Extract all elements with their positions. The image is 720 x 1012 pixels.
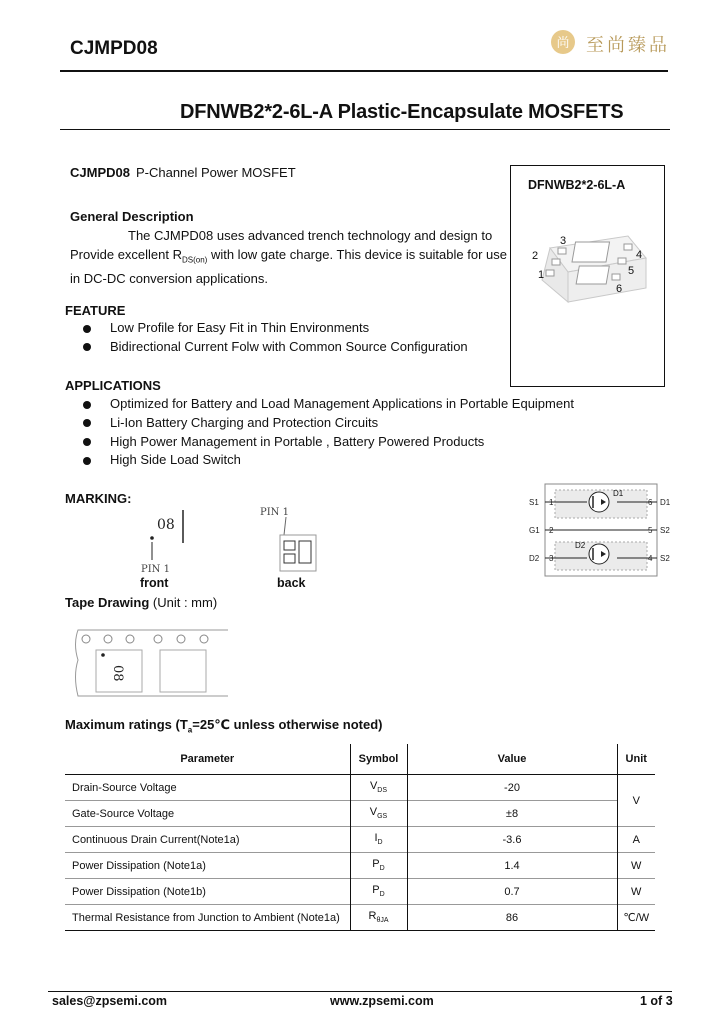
footer-website-link[interactable]: www.zpsemi.com: [330, 994, 434, 1008]
value-cell: -20: [407, 775, 617, 801]
general-description-heading: General Description: [70, 209, 194, 224]
table-row: [65, 879, 655, 905]
feature-item: Bidirectional Current Folw with Common Source Configuration: [65, 338, 468, 357]
table-header-row: [65, 744, 655, 775]
feature-list: [65, 319, 468, 357]
symbol-cell: $P_D$: [350, 853, 407, 879]
footer-email-link[interactable]: sales@zpsemi.com: [52, 994, 168, 1008]
desc-line-1: The CJMPD08 uses advanced trench technology and design to: [128, 228, 493, 243]
subtitle-part: CJMPD08: [70, 165, 130, 180]
symbol-cell: $V_{DS}$: [350, 775, 407, 801]
applications-list: [65, 395, 574, 470]
schematic-left-pin: D2: [529, 554, 540, 563]
unit-cell-voltage: V: [617, 775, 655, 827]
schematic-right-pin: S2: [660, 526, 670, 535]
col-header-parameter: Parameter: [65, 744, 350, 775]
schematic-left-pin: S1: [529, 498, 539, 507]
footer-divider: [48, 991, 672, 992]
table-row: [65, 801, 655, 827]
symbol-cell: $V_{GS}$: [350, 801, 407, 827]
symbol-cell: $I_D$: [350, 827, 407, 853]
package-title: DFNWB2*2-6L-A: [528, 178, 626, 192]
desc-line-2: Provide excellent $R_{DS(on)}$ with low gate charge. This device is suitable for use: [70, 246, 507, 265]
unit-cell: A: [617, 827, 655, 853]
package-drawing: [528, 228, 653, 318]
max-ratings-table: [65, 744, 655, 931]
logo-text: 至尚臻品: [586, 35, 670, 56]
pkg-pin-1: 1: [538, 269, 545, 281]
schematic-right-pin: S2: [660, 554, 670, 563]
table-row: [65, 775, 655, 801]
marking-pin-label-back: PIN 1: [260, 507, 289, 518]
marking-front-drawing: [135, 500, 195, 575]
title-divider: [60, 129, 670, 130]
device-subtitle: [70, 165, 296, 180]
col-header-symbol: Symbol: [350, 744, 407, 775]
param-cell: Thermal Resistance from Junction to Ambient (Note1a): [65, 905, 350, 931]
table-row: [65, 827, 655, 853]
marking-back-label: back: [277, 576, 306, 590]
schematic-d1: D1: [613, 489, 624, 498]
table-row: [65, 905, 655, 931]
value-cell: 1.4: [407, 853, 617, 879]
symbol-cell: $R_{\theta JA}$: [350, 905, 407, 931]
pkg-pin-4: 4: [636, 249, 643, 261]
application-item: Li-Ion Battery Charging and Protection Circuits: [65, 414, 574, 433]
pkg-pin-2: 2: [532, 250, 539, 262]
tape-code: 08: [110, 665, 125, 682]
value-cell: -3.6: [407, 827, 617, 853]
marking-back-drawing: [256, 503, 326, 575]
applications-heading: APPLICATIONS: [65, 378, 161, 393]
param-cell: Drain-Source Voltage: [72, 781, 177, 794]
schematic-left-num: 2: [549, 526, 554, 535]
unit-cell: ℃/W: [617, 905, 655, 931]
logo-icon: [548, 28, 588, 58]
tape-drawing-label: Tape Drawing (Unit : mm): [65, 595, 218, 610]
param-cell: Continuous Drain Current(Note1a): [65, 827, 350, 853]
application-item: Optimized for Battery and Load Management Applications in Portable Equipment: [65, 395, 574, 414]
schematic-right-num: 5: [648, 526, 653, 535]
schematic-right-num: 6: [648, 498, 653, 507]
symbol-cell: $P_D$: [350, 879, 407, 905]
param-cell: Gate-Source Voltage: [65, 801, 350, 827]
param-cell: Power Dissipation (Note1b): [65, 879, 350, 905]
schematic-left-num: 1: [549, 498, 554, 507]
value-cell: ±8: [407, 801, 617, 827]
application-item: High Power Management in Portable , Battery Powered Products: [65, 433, 574, 452]
marking-front-label: front: [140, 576, 169, 590]
page-number: 1 of 3: [640, 994, 673, 1008]
unit-cell: W: [617, 879, 655, 905]
marking-code: 08: [157, 517, 175, 533]
header-divider: [60, 70, 668, 72]
table-row: [65, 853, 655, 879]
param-cell: Power Dissipation (Note1a): [65, 853, 350, 879]
schematic-d2: D2: [575, 541, 586, 550]
value-cell: 0.7: [407, 879, 617, 905]
col-header-unit: Unit: [617, 744, 655, 775]
pkg-pin-5: 5: [628, 265, 635, 277]
schematic-left-pin: G1: [529, 526, 540, 535]
pkg-pin-6: 6: [616, 283, 623, 295]
marking-heading: MARKING:: [65, 491, 132, 506]
part-number-header: CJMPD08: [70, 38, 158, 59]
pkg-pin-3: 3: [560, 235, 567, 247]
subtitle-type: P-Channel Power MOSFET: [135, 165, 296, 180]
page-title: DFNWB2*2-6L-A Plastic-Encapsulate MOSFETS: [180, 101, 624, 123]
schematic-right-num: 4: [648, 554, 653, 563]
schematic-diagram: [527, 482, 677, 578]
schematic-right-pin: D1: [660, 498, 671, 507]
unit-cell: W: [617, 853, 655, 879]
application-item: High Side Load Switch: [65, 451, 574, 470]
general-description-text: [70, 227, 510, 288]
feature-item: Low Profile for Easy Fit in Thin Environments: [65, 319, 468, 338]
logo-mark: 尚: [556, 36, 570, 51]
tape-drawing: [68, 624, 228, 700]
desc-line-3: in DC-DC conversion applications.: [70, 270, 268, 286]
value-cell: 86: [407, 905, 617, 931]
marking-pin-label-front: PIN 1: [141, 564, 170, 575]
max-ratings-title: Maximum ratings ($T_a=25℃$ unless otherwise noted): [65, 717, 383, 735]
col-header-value: Value: [407, 744, 617, 775]
schematic-left-num: 3: [549, 554, 554, 563]
feature-heading: FEATURE: [65, 303, 126, 318]
